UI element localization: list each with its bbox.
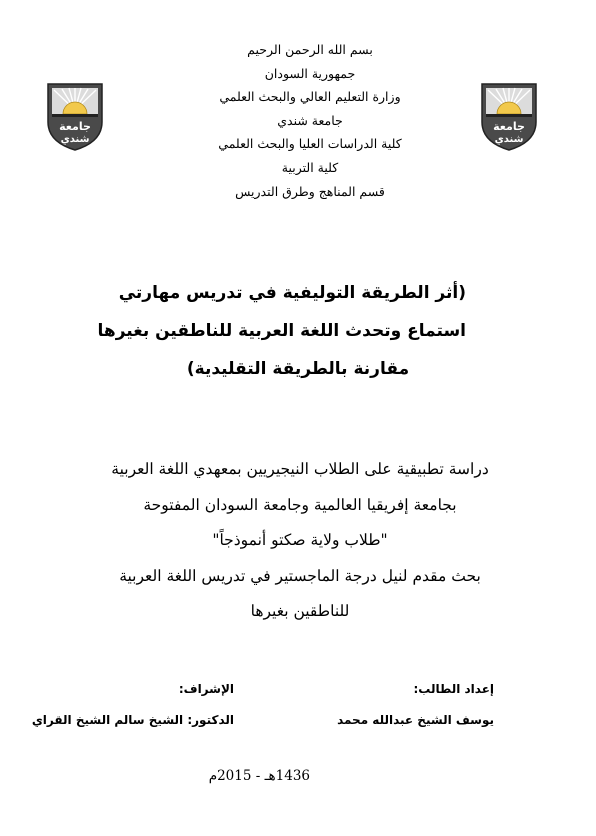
thesis-date: 1436هـ - 2015م: [208, 768, 310, 784]
thesis-title-line-3: مقارنة بالطريقة التقليدية): [186, 359, 410, 379]
university-name: جامعة شندي: [277, 112, 343, 128]
thesis-title-line-2: استماع وتحدث اللغة العربية للناطقين بغيرها: [97, 321, 466, 341]
education-college-name: كلية التربية: [281, 159, 339, 175]
supervisor-name: الدكتور: الشيخ سالم الشيخ القراي: [31, 713, 234, 727]
department-name: قسم المناهج وطرق التدريس: [235, 183, 385, 199]
basmala: بسم الله الرحمن الرحيم: [247, 42, 373, 57]
study-line-1: دراسة تطبيقية على الطلاب النيجيريين بمعهدي اللغة العربية: [111, 460, 489, 478]
student-name: يوسف الشيخ عبدالله محمد: [337, 713, 494, 727]
country-name: جمهورية السودان: [264, 65, 356, 81]
study-line-4: بحث مقدم لنيل درجة الماجستير في تدريس اللغة العربية: [119, 566, 481, 585]
svg-text:شندي: شندي: [494, 134, 524, 145]
university-logo-right: [478, 80, 540, 152]
svg-text:جامعة: جامعة: [493, 120, 525, 133]
supervision-label: الإشراف:: [178, 682, 234, 696]
shendi-university-logo-icon: [44, 80, 106, 152]
thesis-title-line-1: (أثر الطريقة التوليفية في تدريس مهارتي: [118, 283, 466, 303]
study-line-5: للناطقين بغيرها: [250, 602, 350, 620]
postgrad-college-name: كلية الدراسات العليا والبحث العلمي: [218, 136, 402, 152]
svg-text:جامعة: جامعة: [59, 120, 91, 133]
shendi-university-logo-icon: [478, 80, 540, 152]
svg-text:شندي: شندي: [60, 134, 90, 145]
prepared-by-label: إعداد الطالب:: [413, 682, 494, 696]
ministry-name: وزارة التعليم العالي والبحث العلمي: [219, 89, 401, 105]
thesis-title: [97, 274, 466, 388]
university-logo-left: [44, 80, 106, 152]
study-line-2: بجامعة إفريقيا العالمية وجامعة السودان المفتوحة: [143, 495, 457, 514]
institution-header: [160, 38, 460, 203]
study-description: [50, 452, 550, 630]
study-line-3: "طلاب ولاية صكتو أنموذجاً": [212, 531, 388, 549]
